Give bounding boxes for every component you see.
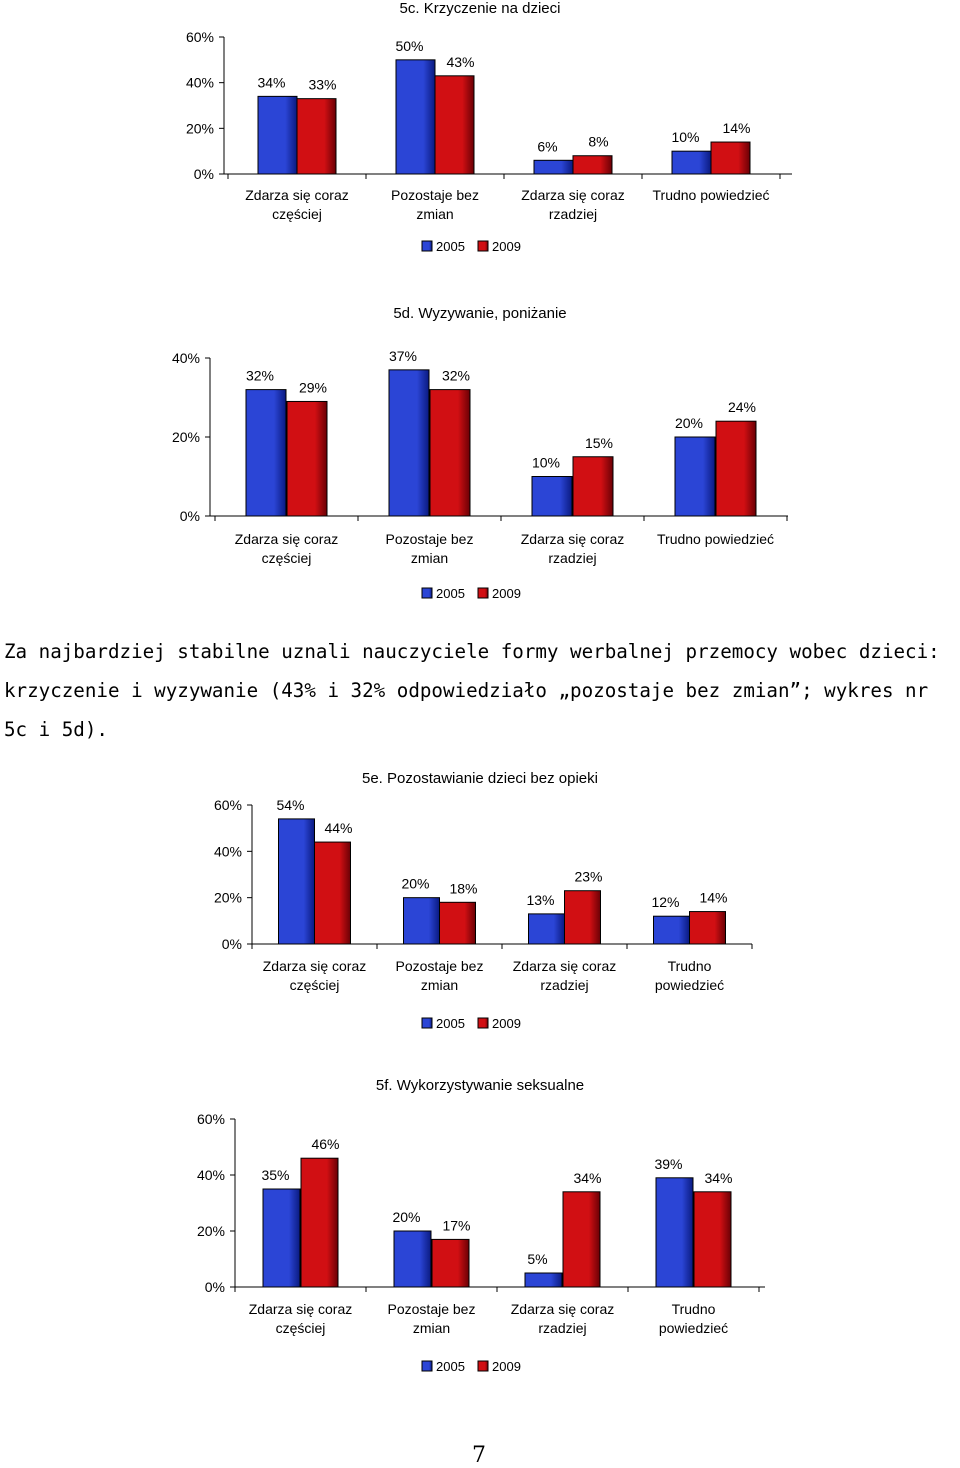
data-label-2005-4: 12%: [651, 894, 680, 911]
bar-2009-4: [694, 1192, 731, 1287]
y-tick-label: 60%: [185, 29, 214, 45]
bar-2005-3: [534, 160, 573, 174]
y-tick-label: 20%: [196, 1223, 225, 1239]
category-label: Zdarza się coraz: [512, 958, 617, 974]
legend-label-2005: 2005: [436, 1359, 465, 1374]
legend-swatch-2005: [422, 1361, 432, 1371]
chart-5e: [0, 760, 960, 1040]
page-number: 7: [472, 1443, 486, 1468]
legend-swatch-2005: [422, 241, 432, 251]
data-label-2009-3: 23%: [574, 868, 603, 885]
bar-2009-4: [716, 421, 756, 516]
data-label-2005-2: 37%: [388, 347, 418, 364]
data-label-2009-2: 18%: [449, 880, 478, 897]
y-tick-label: 60%: [213, 797, 242, 813]
category-label: rzadziej: [540, 977, 589, 993]
category-label: Zdarza się coraz: [510, 1301, 615, 1317]
data-label-2005-1: 35%: [261, 1167, 290, 1183]
bar-2005-4: [672, 151, 711, 174]
data-label-2005-1: 34%: [257, 74, 286, 91]
category-label: Zdarza się coraz: [245, 187, 349, 203]
chart-5c: [0, 0, 960, 275]
bar-2005-1: [258, 96, 297, 174]
legend-label-2009: 2009: [492, 1359, 521, 1374]
category-label: Trudno: [671, 1301, 716, 1317]
legend-swatch-2009: [478, 1361, 488, 1371]
category-label: powiedzieć: [654, 977, 725, 993]
bar-2005-2: [404, 898, 440, 944]
data-label-2009-4: 14%: [722, 120, 751, 137]
data-label-2009-2: 17%: [442, 1217, 471, 1234]
category-label: Zdarza się coraz: [234, 531, 339, 547]
category-label: rzadziej: [548, 206, 598, 222]
bar-2009-1: [287, 401, 327, 516]
bar-2009-2: [435, 76, 474, 174]
data-label-2005-2: 50%: [395, 37, 424, 54]
category-label: Pozostaje bez: [395, 958, 484, 974]
y-tick-label: 40%: [213, 843, 242, 860]
legend-label-2005: 2005: [436, 586, 465, 601]
y-tick-label: 40%: [196, 1167, 225, 1183]
category-label: Trudno powiedzieć: [652, 187, 770, 203]
chart-title: 5e. Pozostawianie dzieci bez opieki: [362, 770, 598, 787]
legend-label-2009: 2009: [492, 1016, 521, 1031]
legend-label-2009: 2009: [492, 239, 521, 254]
y-tick-label: 60%: [196, 1111, 225, 1127]
bar-2009-4: [690, 912, 726, 944]
bar-2005-1: [246, 390, 286, 516]
legend-swatch-2009: [478, 241, 488, 251]
data-label-2009-3: 34%: [573, 1169, 602, 1186]
legend-swatch-2005: [422, 1018, 432, 1028]
category-label: Zdarza się coraz: [520, 531, 625, 547]
data-label-2005-1: 32%: [245, 367, 275, 384]
chart-title: 5d. Wyzywanie, poniżanie: [393, 305, 567, 322]
bar-2005-4: [654, 916, 690, 944]
category-label: Pozostaje bez: [385, 531, 474, 547]
bar-2005-2: [396, 60, 435, 174]
data-label-2005-3: 6%: [537, 138, 558, 155]
data-label-2009-1: 29%: [298, 379, 328, 396]
data-label-2005-2: 20%: [401, 875, 430, 892]
chart-title: 5c. Krzyczenie na dzieci: [399, 0, 561, 17]
data-label-2009-1: 33%: [308, 76, 337, 93]
y-tick-label: 0%: [221, 936, 242, 952]
category-label: Pozostaje bez: [387, 1301, 476, 1317]
data-label-2009-3: 15%: [584, 434, 614, 451]
data-label-2009-3: 8%: [588, 133, 609, 150]
legend-swatch-2009: [478, 588, 488, 598]
legend-swatch-2009: [478, 1018, 488, 1028]
category-label: powiedzieć: [658, 1320, 729, 1336]
data-label-2009-1: 46%: [311, 1136, 340, 1153]
y-tick-label: 20%: [213, 889, 242, 906]
bar-2005-2: [389, 370, 429, 516]
category-label: zmian: [416, 206, 454, 222]
data-label-2005-3: 13%: [526, 891, 555, 908]
category-label: zmian: [412, 1320, 451, 1336]
category-label: Zdarza się coraz: [262, 958, 367, 974]
bar-2009-4: [711, 142, 750, 174]
bar-2009-1: [297, 99, 336, 174]
bar-2009-3: [563, 1192, 600, 1287]
category-label: częściej: [275, 1320, 326, 1336]
bar-2005-1: [279, 819, 315, 944]
data-label-2005-4: 10%: [671, 129, 700, 146]
category-label: Pozostaje bez: [391, 187, 479, 203]
y-tick-label: 40%: [171, 350, 200, 366]
category-label: Zdarza się coraz: [521, 187, 625, 203]
bar-2009-1: [301, 1158, 338, 1287]
bar-2009-3: [565, 891, 601, 944]
category-label: rzadziej: [538, 1320, 587, 1336]
data-label-2009-4: 14%: [699, 889, 728, 906]
bar-2005-2: [394, 1231, 431, 1287]
category-label: zmian: [420, 977, 459, 993]
data-label-2005-1: 54%: [276, 796, 305, 813]
data-label-2009-4: 34%: [704, 1169, 733, 1186]
category-label: częściej: [289, 977, 340, 993]
y-tick-label: 20%: [171, 429, 200, 445]
bar-2005-3: [529, 914, 565, 944]
bar-2005-4: [656, 1178, 693, 1287]
legend-label-2005: 2005: [436, 1016, 465, 1031]
y-tick-label: 0%: [204, 1279, 225, 1295]
bar-2005-4: [675, 437, 715, 516]
y-tick-label: 20%: [185, 120, 214, 137]
category-label: częściej: [261, 550, 312, 566]
bar-2005-3: [525, 1273, 562, 1287]
legend-swatch-2005: [422, 588, 432, 598]
data-label-2005-4: 20%: [674, 415, 704, 431]
category-label: częściej: [272, 206, 322, 222]
data-label-2005-4: 39%: [654, 1155, 683, 1172]
y-tick-label: 40%: [185, 74, 214, 91]
data-label-2005-3: 5%: [527, 1251, 548, 1267]
data-label-2005-3: 10%: [531, 454, 561, 471]
y-tick-label: 0%: [193, 166, 214, 182]
category-label: Zdarza się coraz: [248, 1301, 353, 1317]
bar-2009-2: [440, 902, 476, 944]
data-label-2005-2: 20%: [392, 1209, 421, 1225]
category-label: Trudno: [667, 958, 712, 974]
legend-label-2005: 2005: [436, 239, 465, 254]
bar-2005-3: [532, 477, 572, 517]
data-label-2009-4: 24%: [727, 399, 757, 416]
bar-2009-3: [573, 457, 613, 516]
category-label: rzadziej: [548, 550, 597, 566]
category-label: zmian: [410, 550, 449, 566]
data-label-2009-1: 44%: [324, 820, 353, 837]
chart-title: 5f. Wykorzystywanie seksualne: [375, 1077, 585, 1094]
bar-2005-1: [263, 1189, 300, 1287]
chart-5f: [0, 1070, 960, 1400]
bar-2009-3: [573, 156, 612, 174]
bar-2009-2: [432, 1239, 469, 1287]
chart-5d: [0, 295, 960, 615]
y-tick-label: 0%: [179, 508, 200, 524]
bar-2009-2: [430, 390, 470, 516]
legend-label-2009: 2009: [492, 586, 521, 601]
data-label-2009-2: 32%: [441, 367, 471, 384]
bar-2009-1: [315, 842, 351, 944]
category-label: Trudno powiedzieć: [657, 531, 774, 547]
body-paragraph: Za najbardziej stabilne uznali nauczyciele formy werbalnej przemocy wobec dzieci: krzyczenie i wyzywanie (43% i 32% odpowiedziało „pozostaje bez zmian”; wykres nr 5c i 5d).: [4, 640, 952, 741]
data-label-2009-2: 43%: [446, 53, 475, 70]
